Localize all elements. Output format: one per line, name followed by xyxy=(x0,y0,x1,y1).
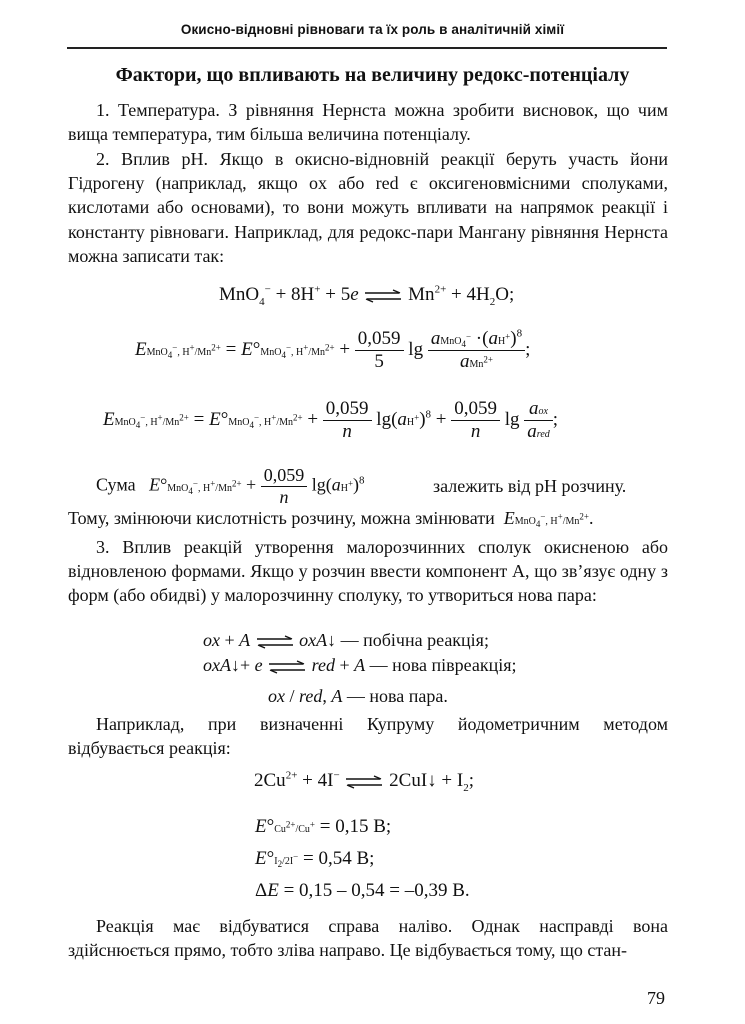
sum-expression-line: Сума E°MnO$_4$−, $H^+/Mn^{2+}$ + $\frac{0,059}{n}$ $\lg(aH^+)^8$ xyxy=(96,465,365,507)
equation-nernst-2: EMnO$_4$−, $H^+/Mn^{2+} = E^\circ MnO_4^-$, $H^+/Mn^{2+}$ + $\frac{0,059}{n}$ $\lg(aH^+)^8$ + $\frac{0,059}{n}$ lg $\frac{\text{aox}}{\text{ared}}$ ; xyxy=(103,398,559,442)
equilibrium-arrow-icon xyxy=(363,289,403,303)
new-pair-label: — нова пара. xyxy=(346,686,448,706)
equilibrium-arrow-icon xyxy=(344,775,384,789)
sum-line-2-text: Тому, змінюючи кислотність розчину, можна змінювати xyxy=(68,508,495,528)
equation-side-reaction: ox + A oxA↓ — побічна реакція; xyxy=(203,630,489,650)
equilibrium-arrow-icon xyxy=(255,635,295,649)
equation-e-iodine: $E^\circ I_2/2I^- = 0,54$ B; xyxy=(255,848,375,869)
paragraph-conclusion-text: Реакція має відбуватися справа наліво. Однак насправді вона здійснюється прямо, тобто зліва направо. Це відбувається тому, що стан- xyxy=(68,916,668,961)
paragraph-conclusion xyxy=(68,914,668,962)
paragraph-copper xyxy=(68,712,668,760)
equation-new-pair: ox / red, A — нова пара. xyxy=(268,686,448,706)
paragraph-ph xyxy=(68,147,668,268)
page-number: 79 xyxy=(647,988,665,1008)
paragraph-copper-text: Наприклад, при визначенні Купруму йодометричним методом відбувається реакція: xyxy=(68,714,668,759)
equation-nernst-1: EMnO$_4$−, $H^+/Mn^{2+} = E^\circ MnO_4^-$, $H^+/Mn^{2+}$ + $\frac{0,059}{5}$ lg $\frac{aMnO_4^- \cdot(aH^+)^8}{aMn^{2+}}$ ; xyxy=(135,327,531,372)
paragraph-temperature xyxy=(68,98,668,146)
equation-delta-e: ΔE = 0,15 – 0,54 = –0,39 B. xyxy=(255,880,470,901)
equation-permanganate-reaction: MnO$_4$− + 8H+ + 5e $Mn^{2+} + 4H_2O$; xyxy=(219,283,515,308)
equation-new-half-reaction: oxA↓+ e red + A — нова півреакція; xyxy=(203,655,517,675)
paragraph-precipitation-text: 3. Вплив реакцій утворення малорозчинних сполук окисненою або відновленою формами. Якщо у розчин ввести компонент A, що зв’язує одну з форм (або обидві) у малорозчинну сполуку, то утвориться нова пара: xyxy=(68,537,668,606)
sum-line-2: Тому, змінюючи кислотність розчину, можна змінювати EMnO$_4$−, $H^+/Mn^{2+}$. xyxy=(68,508,594,529)
new-half-label: — нова півреакція; xyxy=(369,655,517,675)
section-title: Фактори, що впливають на величину редокс-потенціалу xyxy=(115,64,630,86)
paragraph-precipitation xyxy=(68,535,668,608)
equilibrium-arrow-icon xyxy=(267,660,307,674)
running-head: Окисно-відновні рівноваги та їх роль в аналітичній хімії xyxy=(180,22,565,37)
header-rule xyxy=(67,47,667,49)
paragraph-temperature-text: 1. Температура. З рівняння Нернста можна зробити висновок, що чим вища температура, тим більша величина потенціалу. xyxy=(68,100,668,145)
equation-e-copper: $E^\circ Cu^{2+}/Cu^+ = 0,15$ B; xyxy=(255,816,392,837)
sum-tail: залежить від pH розчину. xyxy=(433,476,627,496)
paragraph-ph-text: 2. Вплив pH. Якщо в окисно-відновній реакції беруть участь йони Гідрогену (наприклад, якщо ox або red є оксигеновмісними сполуками, кислотами або основами), то вони можуть впливати на напрямок реакції і константу рівноваги. Наприклад, для редокс-пари Мангану рівняння Нернста можна записати так: xyxy=(68,149,668,266)
equation-copper-reaction: $2Cu^{2+} + 4I^-$ 2CuI↓ + $I_2$; xyxy=(254,769,474,794)
sum-word: Сума xyxy=(96,474,136,495)
side-reaction-label: — побічна реакція; xyxy=(340,630,489,650)
